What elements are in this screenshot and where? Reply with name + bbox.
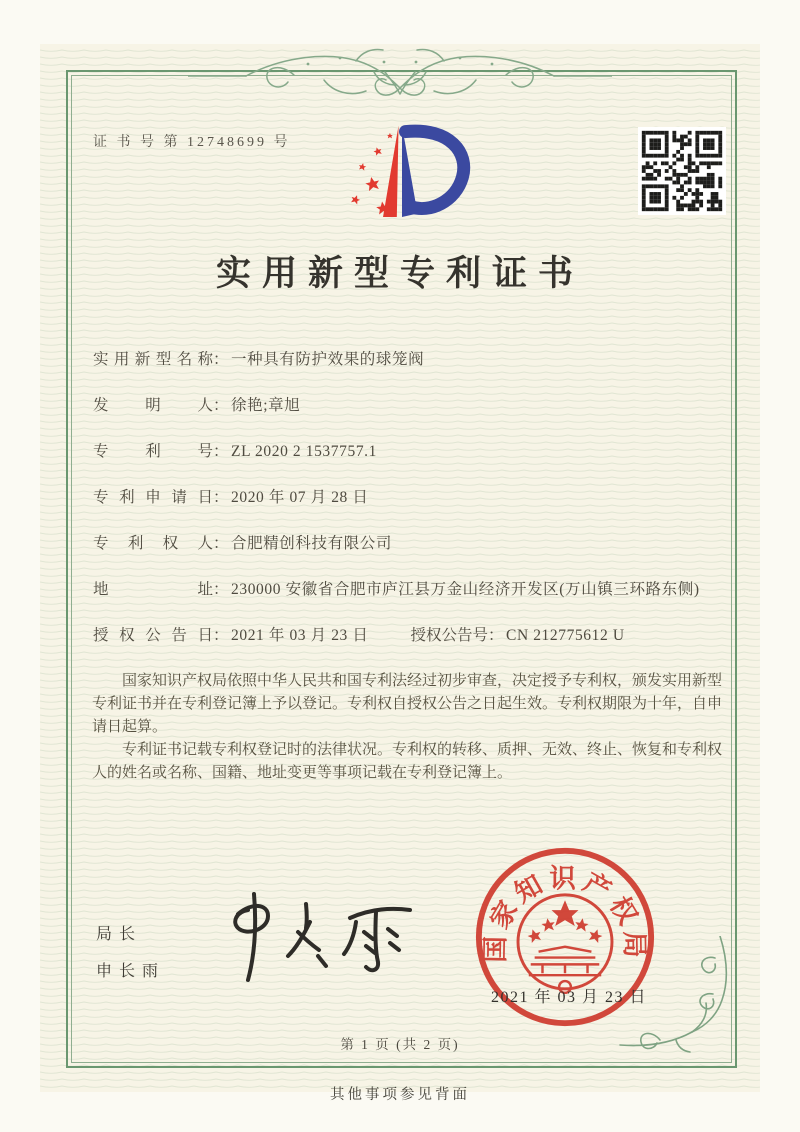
certificate-number: 证 书 号 第 12748699 号 <box>93 135 291 150</box>
director-signature <box>218 888 428 988</box>
certificate-title: 实用新型专利证书 <box>215 254 584 293</box>
field-label: 实用新型名称 <box>93 351 213 368</box>
field-address: 地址 ： 230000 安徽省合肥市庐江县万金山经济开发区(万山镇三环路东侧) <box>93 577 721 603</box>
top-garland-ornament <box>188 46 612 114</box>
field-value: 一种具有防护效果的球笼阀 <box>231 351 425 368</box>
field-label: 授权公告日 <box>93 627 213 644</box>
qr-code <box>638 127 726 215</box>
see-back-note: 其他事项参见背面 <box>330 1087 470 1103</box>
field-grant-row: 授权公告日 ： 2021 年 03 月 23 日 授权公告号 ： CN 212775612 U <box>93 623 721 649</box>
field-label: 地址 <box>93 581 213 598</box>
field-value: 徐艳;章旭 <box>231 397 301 414</box>
field-label: 专利权人 <box>93 535 213 552</box>
field-utility-model-name: 实用新型名称 ： 一种具有防护效果的球笼阀 <box>93 347 721 373</box>
field-inventor: 发明人 ： 徐艳;章旭 <box>93 393 721 419</box>
legal-paragraph-1: 国家知识产权局依照中华人民共和国专利法经过初步审查，决定授予专利权，颁发实用新型专利证书并在专利登记簿上予以登记。专利权自授权公告之日起生效。专利权期限为十年，自申请日起算。 <box>92 673 723 735</box>
logo-red-blade <box>383 126 399 217</box>
field-value: 2021 年 03 月 23 日 <box>231 627 369 644</box>
grant-date-under-seal: 2021 年 03 月 23 日 <box>491 989 648 1006</box>
cnipa-logo <box>333 110 471 236</box>
field-value: 230000 安徽省合肥市庐江县万金山经济开发区(万山镇三环路东侧) <box>231 581 700 598</box>
field-filing-date: 专利申请日 ： 2020 年 07 月 28 日 <box>93 485 721 511</box>
legal-text <box>92 670 722 785</box>
field-label: 授权公告号 <box>410 627 488 644</box>
certificate-fields <box>93 347 721 669</box>
seal-national-emblem <box>518 895 612 993</box>
field-label: 发明人 <box>93 397 213 414</box>
commissioner-name: 申长雨 <box>96 963 166 980</box>
field-patent-number: 专利号 ： ZL 2020 2 1537757.1 <box>93 439 721 465</box>
page-number: 第 1 页 (共 2 页) <box>340 1037 460 1052</box>
legal-paragraph-2: 专利证书记载专利权登记时的法律状况。专利权的转移、质押、无效、终止、恢复和专利权人的姓名或名称、国籍、地址变更等事项记载在专利登记簿上。 <box>92 742 723 781</box>
field-value: 合肥精创科技有限公司 <box>231 535 393 552</box>
field-value: CN 212775612 U <box>506 627 625 644</box>
commissioner-title: 局长 <box>96 926 143 943</box>
field-label: 专利号 <box>93 443 213 460</box>
seal-text: 国家知识产权局 <box>480 863 650 963</box>
field-label: 专利申请日 <box>93 489 213 506</box>
field-patentee: 专利权人 ： 合肥精创科技有限公司 <box>93 531 721 557</box>
field-value: 2020 年 07 月 28 日 <box>231 489 369 506</box>
field-value: ZL 2020 2 1537757.1 <box>231 443 378 460</box>
field-grant-number: 授权公告号 ： CN 212775612 U <box>410 623 624 649</box>
